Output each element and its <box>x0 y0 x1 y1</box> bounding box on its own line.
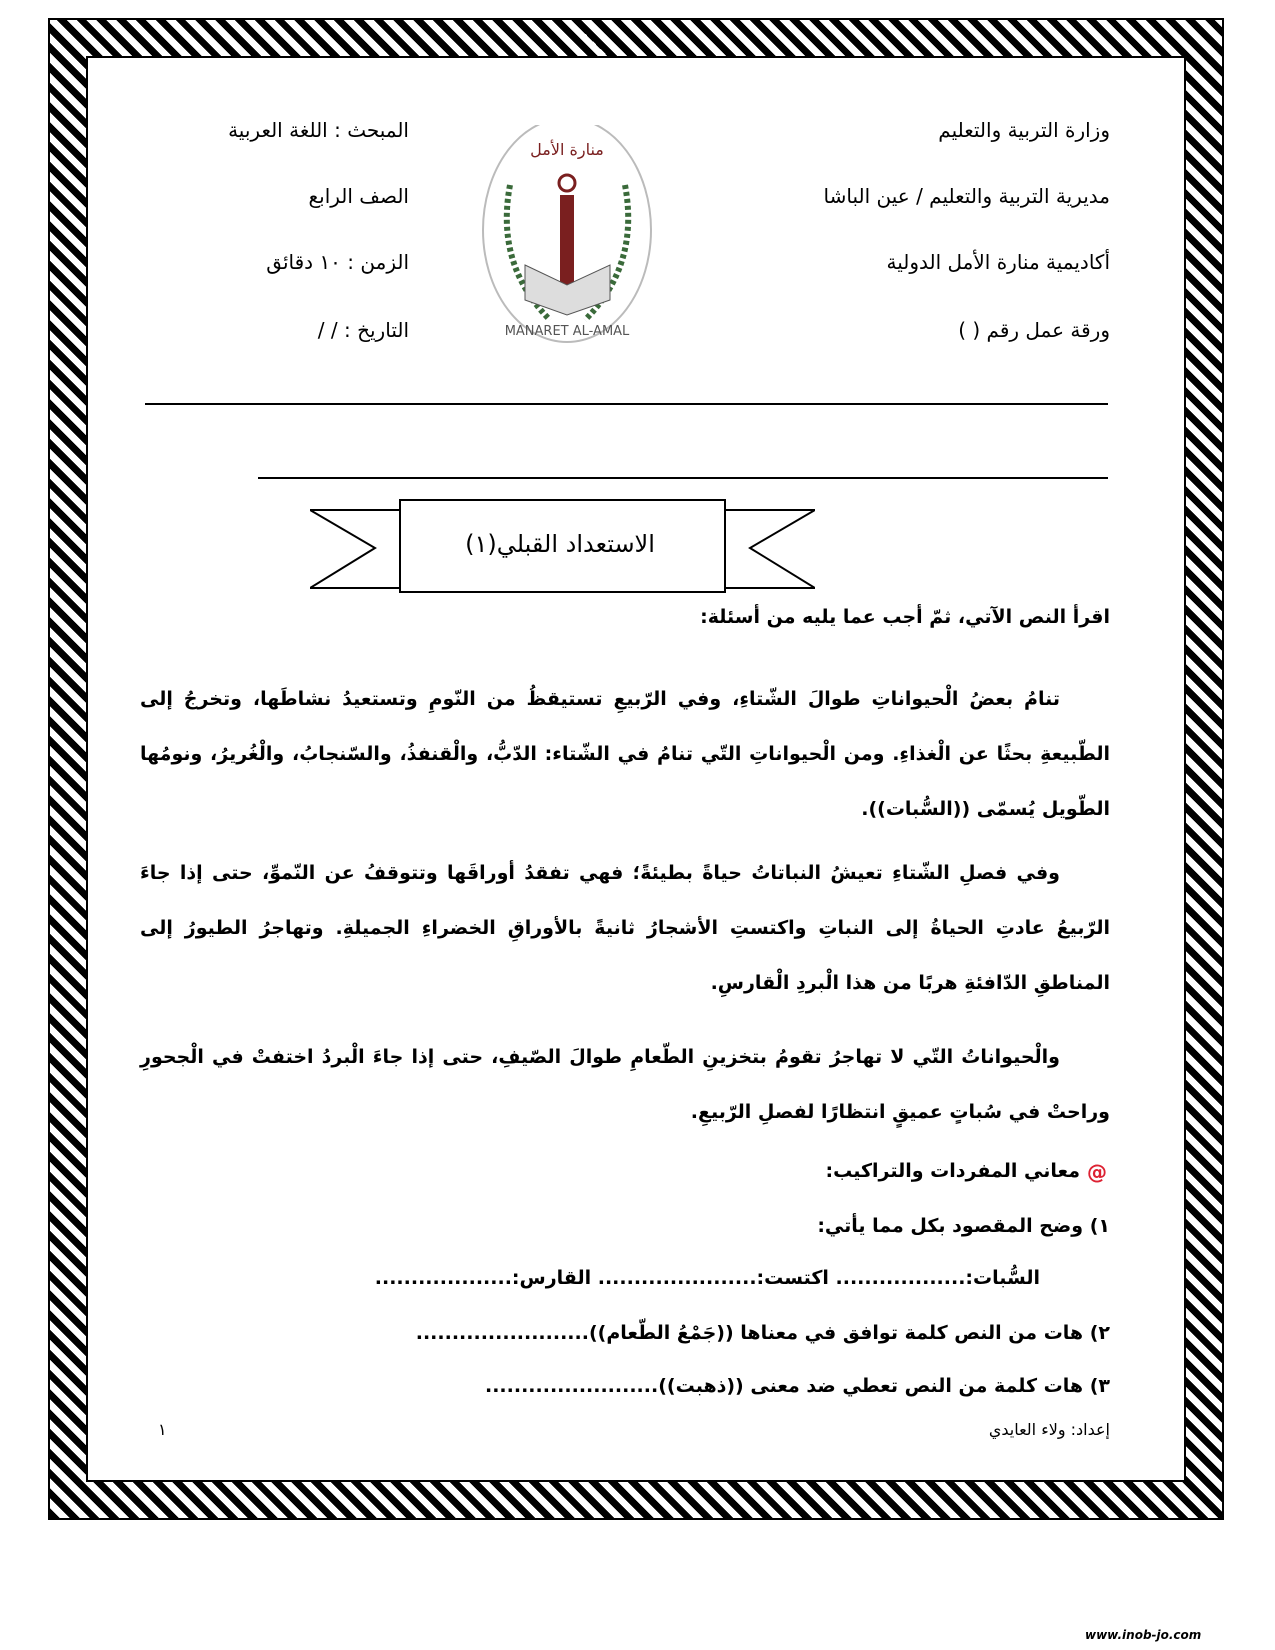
subject-label: المبحث : اللغة العربية <box>228 118 409 142</box>
question-3: ٣) هات كلمة من النص تعطي ضد معنى ((ذهبت))........................ <box>484 1375 1110 1397</box>
author-credit: إعداد: ولاء العايدي <box>988 1420 1110 1439</box>
question-1: ١) وضح المقصود بكل مما يأتي: <box>817 1215 1110 1237</box>
academy-logo <box>480 125 655 347</box>
page-number: ١ <box>158 1420 167 1439</box>
academy-label: أكاديمية منارة الأمل الدولية <box>886 250 1110 274</box>
instruction: اقرأ النص الآتي، ثمّ أجب عما يليه من أسئلة: <box>700 606 1110 628</box>
divider <box>258 477 1108 479</box>
banner-title: الاستعداد القبلي(١) <box>465 530 655 558</box>
ministry-label: وزارة التربية والتعليم <box>938 118 1110 142</box>
question-1-items: السُّبات:.................. اكتست:...................... القارس:................... <box>374 1267 1040 1289</box>
time-label: الزمن : ١٠ دقائق <box>266 250 409 274</box>
date-label: التاريخ : / / <box>317 318 409 342</box>
question-2: ٢) هات من النص كلمة توافق في معناها ((جَمْعُ الطّعام))........................ <box>415 1322 1110 1344</box>
grade-label: الصف الرابع <box>308 184 409 208</box>
svg-text:MANARET AL-AMAL: MANARET AL-AMAL <box>504 324 630 339</box>
paragraph-2: وفي فصلِ الشّتاءِ تعيشُ النباتاتُ حياةً بطيئةً؛ فهي تفقدُ أوراقَها وتتوقفُ عن النّموِّ، حتى إذا جاءَ الرّبيعُ عادتِ الحياةُ إلى النباتِ واكتستِ الأشجارُ ثانيةً بالأوراقِ الخضراءِ الجميلةِ. وتهاجرُ الطيورُ إلى المناطقِ الدّافئةِ هربًا من هذا الْبردِ الْقارسِ. <box>140 862 1110 994</box>
paragraph-1: تنامُ بعضُ الْحيواناتِ طوالَ الشّتاءِ، وفي الرّبيعِ تستيقظُ من النّومِ وتستعيدُ نشاطَها، وتخرجُ إلى الطّبيعةِ بحثًا عن الْغذاءِ. ومن الْحيواناتِ التّي تنامُ في الشّتاء: الدّبُّ، والْقنفذُ، والسّنجابُ، والْغُريرُ، ونومُها الطّويل يُسمّى ((السُّبات)). <box>140 688 1110 820</box>
divider <box>145 403 1108 405</box>
svg-text:منارة الأمل: منارة الأمل <box>530 140 604 159</box>
section-title: معاني المفردات والتراكيب: <box>825 1160 1080 1182</box>
watermark: www.inob-jo.com <box>1085 1628 1202 1642</box>
worksheet-number: ورقة عمل رقم ( ) <box>958 318 1110 342</box>
paragraph-3: والْحيواناتُ التّي لا تهاجرُ تقومُ بتخزينِ الطّعامِ طوالَ الصّيفِ، حتى إذا جاءَ الْبردُ اختفتْ في الْجحورِ وراحتْ في سُباتٍ عميقٍ انتظارًا لفصلِ الرّبيعِ. <box>140 1046 1110 1123</box>
spiral-bullet-icon: @ <box>1087 1160 1107 1184</box>
directorate-label: مديرية التربية والتعليم / عين الباشا <box>823 184 1110 208</box>
